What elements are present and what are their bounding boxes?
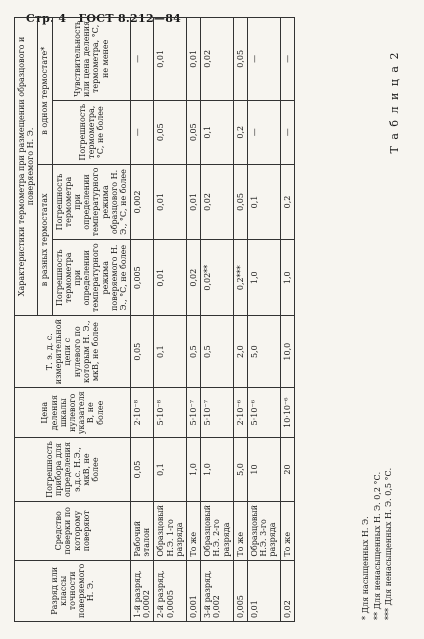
cell: 5,0 — [247, 316, 280, 388]
cell: 0,002 — [131, 164, 154, 240]
cell: 0,05 — [233, 164, 247, 240]
footnote: ** Для ненасыщенных Н. Э. 0,2 °С. — [372, 471, 382, 620]
cell: — — [247, 17, 280, 100]
cell: То же — [187, 501, 201, 560]
cell: 0,1 — [154, 316, 187, 388]
footnote: *** Для ненасыщенных Н. Э. 0,5 °С. — [384, 467, 394, 620]
sub-separate: в разных термостатах — [38, 164, 52, 316]
standard-code: ГОСТ 8.212—84 — [78, 12, 182, 25]
cell: 0,01 — [154, 17, 187, 100]
cell: Образцовый Н.Э. 1-го разряда — [154, 501, 187, 560]
cell: 5·10⁻⁷ — [187, 388, 201, 438]
cell: 0,02 — [201, 17, 234, 100]
cell: 20 — [280, 438, 294, 502]
cell: 0,01 — [154, 164, 187, 240]
cell: 0,005 — [131, 240, 154, 316]
cell: 0,02 — [280, 560, 294, 621]
cell: 0,5 — [201, 316, 234, 388]
cell: 0,2*** — [233, 240, 247, 316]
cell: 1,0 — [201, 438, 234, 502]
cell: 0,01 — [247, 560, 280, 621]
footnote: * Для насыщенных Н. Э. — [361, 516, 370, 620]
cell: 2,0 — [233, 316, 247, 388]
col-device-error: Погрешность прибора для определения э.д.с. Н.Э., мкВ, не более — [15, 438, 131, 502]
cell: 5,0 — [233, 438, 247, 502]
cell: 1,0 — [187, 438, 201, 502]
cell: 0,02 — [201, 164, 234, 240]
col-therm-error-reference: Погрешность термометра при определении температурного режима образцового Н. Э., °С, не более — [52, 164, 131, 240]
cell: 0,1 — [201, 100, 234, 164]
cell: 1,0 — [280, 240, 294, 316]
col-scale-division: Цена деления шкалы нулевого указателя В, не более — [15, 388, 131, 438]
col-class: Разряд или классы точности поверяемого Н. Э. — [15, 560, 131, 621]
table-row — [201, 17, 234, 621]
cell: 2-й разряд, 0,0005 — [154, 560, 187, 621]
col-sensitivity: Чувствительность или цена деления термометра, °С, не менее — [52, 17, 131, 100]
cell: То же — [233, 501, 247, 560]
cell: 0,005 — [233, 560, 247, 621]
cell: 0,05 — [154, 100, 187, 164]
footnotes — [360, 468, 395, 620]
cell: 5·10⁻⁷ — [201, 388, 234, 438]
cell: 0,2 — [233, 100, 247, 164]
cell: 5·10⁻⁶ — [247, 388, 280, 438]
cell: 0,2 — [280, 164, 294, 240]
cell: — — [247, 100, 280, 164]
cell: 10,0 — [280, 316, 294, 388]
cell: 0,001 — [187, 560, 201, 621]
cell: Рабочий эталон — [131, 501, 154, 560]
table-row — [131, 17, 154, 621]
cell: 0,05 — [131, 438, 154, 502]
table-row — [187, 17, 201, 621]
table-row — [247, 17, 280, 621]
cell: — — [280, 100, 294, 164]
cell: 0,1 — [154, 438, 187, 502]
cell: То же — [280, 501, 294, 560]
cell: 0,01 — [187, 17, 201, 100]
cell: Образцовый Н.Э. 2-го разряда — [201, 501, 234, 560]
cell: 5·10⁻⁸ — [154, 388, 187, 438]
cell: 2·10⁻⁸ — [131, 388, 154, 438]
cell: 10·10⁻⁶ — [280, 388, 294, 438]
cell: 0,5 — [187, 316, 201, 388]
cell: 0,02** — [201, 240, 234, 316]
table-title: Т а б л и ц а 2 — [388, 51, 401, 154]
col-therm-error-tested: Погрешность термометра при определении температурного режима поверяемого Н. Э., °С, не более — [52, 240, 131, 316]
table-row — [233, 17, 247, 621]
cell: — — [131, 100, 154, 164]
page-number: Стр. 4 — [26, 12, 67, 25]
cell: 3-й разряд, 0,002 — [201, 560, 234, 621]
col-therm-error: Погрешность термометра, °С, не более — [52, 100, 131, 164]
cell: — — [131, 17, 154, 100]
cell: 0,05 — [233, 17, 247, 100]
col-emf: Т. э. д. с. измерительной цепи с нулевого по которым Н. Э., мкВ, не более — [15, 316, 131, 388]
cell: 1,0 — [247, 240, 280, 316]
cell: 10 — [247, 438, 280, 502]
cell: 0,05 — [131, 316, 154, 388]
verification-table — [14, 17, 295, 622]
sub-single: в одном термостате* — [38, 17, 52, 164]
table-row — [154, 17, 187, 621]
cell: — — [280, 17, 294, 100]
table-row — [280, 17, 294, 621]
cell: 1-й разряд, 0,0002 — [131, 560, 154, 621]
col-group-thermometer: Характеристики термометра при размещении образцового и поверяемого Н. Э. — [15, 17, 38, 315]
col-means: Средство поверки по которому поверяют — [15, 501, 131, 560]
cell: 0,02 — [187, 240, 201, 316]
rotated-table-area — [8, 20, 408, 628]
cell: 0,1 — [247, 164, 280, 240]
cell: 0,01 — [154, 240, 187, 316]
cell: Образцовый Н.Э. 3-го разряда — [247, 501, 280, 560]
cell: 0,01 — [187, 164, 201, 240]
cell: 0,05 — [187, 100, 201, 164]
cell: 2·10⁻⁶ — [233, 388, 247, 438]
